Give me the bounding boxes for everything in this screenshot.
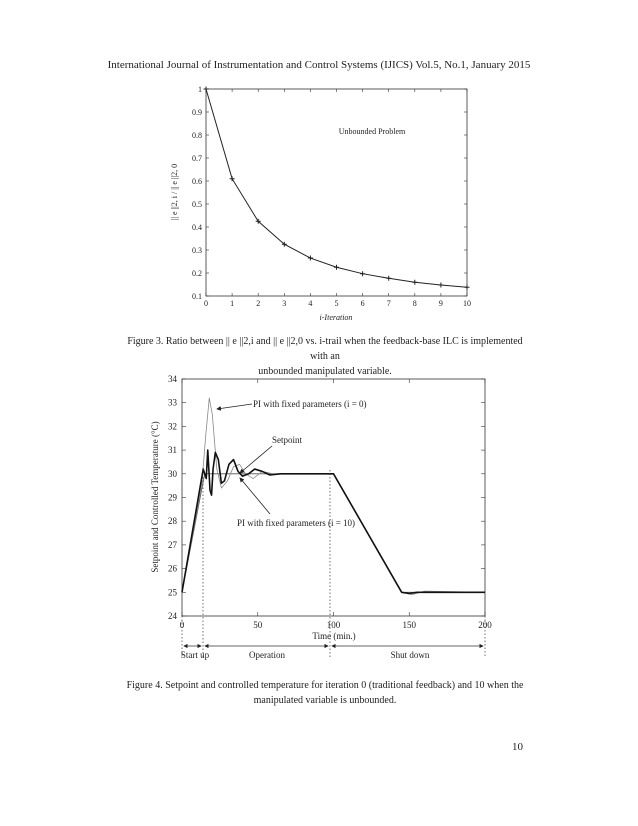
fig4-i0-line [182, 398, 485, 595]
fig4-ytick-label: 31 [168, 445, 177, 456]
page-number: 10 [512, 741, 523, 753]
fig3-ytick-label: 0.2 [192, 269, 202, 278]
fig3-ytick-label: 0.9 [192, 108, 202, 117]
fig4-ytick-label: 25 [168, 587, 177, 598]
fig4-annotation-i10: PI with fixed parameters (i = 10) [237, 518, 356, 528]
fig4-setpoint-line [182, 474, 485, 593]
fig3-ytick-label: 0.8 [192, 131, 202, 140]
fig3-data-point [465, 285, 470, 290]
fig4-ytick-label: 27 [168, 539, 177, 550]
fig4-ytick-label: 28 [168, 516, 177, 527]
fig4-phase-shutdown: Shut down [390, 650, 430, 660]
fig4-ytick-label: 24 [168, 611, 177, 621]
fig3-data-point [308, 256, 313, 261]
fig4-annotation-i0: PI with fixed parameters (i = 0) [253, 399, 367, 409]
fig3-ytick-label: 1 [198, 85, 202, 94]
fig4-ylabel: Setpoint and Controlled Temperature (°C) [150, 421, 160, 573]
fig3-xtick-label: 4 [308, 299, 313, 308]
fig3-xtick-label: 6 [360, 299, 365, 308]
fig4-xlabel: Time (min.) [312, 631, 356, 641]
fig4-phase-startup: Start up [180, 650, 210, 660]
fig4-ytick-label: 33 [168, 397, 177, 408]
figure4-caption-line1: Figure 4. Setpoint and controlled temperature for iteration 0 (traditional feedback) and 10 when the [126, 680, 524, 691]
figure4-caption-line2: manipulated variable is unbounded. [253, 695, 397, 706]
fig4-plot-frame [182, 379, 485, 616]
fig3-data-point [412, 280, 417, 285]
figure4-caption [120, 678, 530, 708]
fig3-xtick-label: 9 [438, 299, 443, 308]
fig3-xtick-label: 10 [463, 299, 471, 308]
fig3-data-point [438, 282, 443, 287]
fig4-xtick-label: 0 [179, 620, 185, 630]
fig4-ytick-label: 32 [168, 421, 177, 432]
fig3-xtick-label: 3 [282, 299, 287, 308]
fig3-ytick-label: 0.1 [192, 292, 202, 301]
figure3-caption-line2: unbounded manipulated variable. [258, 366, 392, 377]
figure4-chart [150, 374, 492, 660]
fig3-ytick-label: 0.7 [192, 154, 202, 163]
fig3-ytick-label: 0.4 [192, 223, 202, 232]
figure3-chart [170, 85, 471, 322]
fig4-i10-pointer [240, 478, 270, 514]
fig3-xtick-label: 5 [334, 299, 339, 308]
figure3-caption-line1: Figure 3. Ratio between || e ||2,i and || e ||2,0 vs. i-trail when the feedback-base ILC is implemented with an [127, 336, 523, 362]
figure3-caption [120, 334, 530, 379]
fig3-xtick-label: 8 [412, 299, 417, 308]
fig4-xtick-label: 200 [478, 620, 492, 630]
fig3-data-point [204, 87, 209, 92]
fig3-ytick-label: 0.3 [192, 246, 202, 255]
fig3-ylabel: || e ||2, i / || e ||2, 0 [170, 163, 179, 221]
fig3-xtick-label: 0 [204, 299, 208, 308]
fig4-ytick-label: 34 [168, 374, 177, 384]
fig3-xlabel: i-Iteration [319, 313, 353, 322]
fig4-ytick-label: 30 [168, 468, 177, 479]
fig4-ytick-label: 26 [168, 563, 177, 574]
fig3-xtick-label: 2 [256, 299, 261, 308]
fig3-ytick-label: 0.6 [192, 177, 202, 186]
fig3-data-point [360, 271, 365, 276]
fig4-phase-operation: Operation [249, 650, 285, 660]
fig3-data-point [230, 176, 235, 181]
fig4-annotation-setpoint: Setpoint [272, 435, 303, 445]
fig4-xtick-label: 50 [253, 620, 263, 630]
fig3-data-point [334, 265, 339, 270]
fig4-i0-pointer [217, 404, 252, 409]
fig3-annotation: Unbounded Problem [338, 127, 406, 136]
journal-header: International Journal of Instrumentation and Control Systems (IJICS) Vol.5, No.1, January 2015 [107, 59, 531, 71]
fig3-ratio-line [206, 89, 467, 287]
fig3-ytick-label: 0.5 [192, 200, 202, 209]
fig3-xtick-label: 1 [230, 299, 235, 308]
fig4-xtick-label: 100 [326, 620, 341, 630]
fig3-xtick-label: 7 [386, 299, 391, 308]
fig3-data-point [386, 276, 391, 281]
fig4-xtick-label: 150 [402, 620, 416, 630]
fig4-ytick-label: 29 [168, 492, 177, 503]
